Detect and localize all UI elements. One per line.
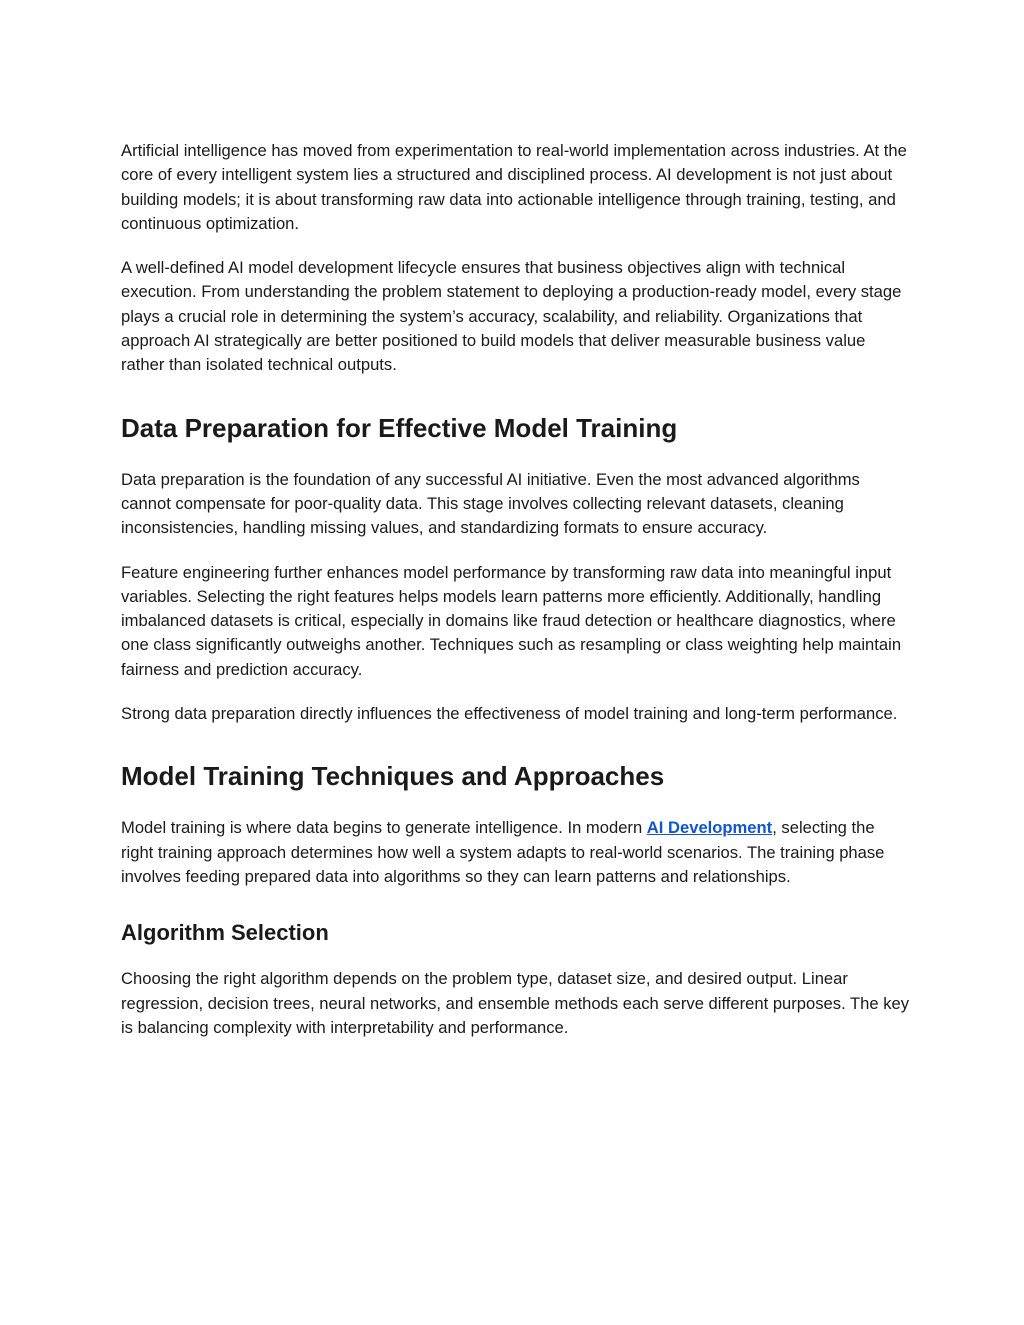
data-prep-paragraph-1: Data preparation is the foundation of any successful AI initiative. Even the most advanced algorithms cannot compensate for poor-quality data. This stage involves collecting relevant datasets, cleaning inconsistencies, handling missing values, and standardizing formats to ensure accuracy. [121,469,860,538]
training-text-after-link: , selecting the right training approach determines how well a system adapts to real-world scenarios. The training phase involves feeding prepared data into algorithms so they can learn patterns and relationships. [121,818,885,886]
intro-paragraph-1: Artificial intelligence has moved from experimentation to real-world implementation across industries. At the core of every intelligent system lies a structured and disciplined process. AI development is not just about building models; it is about transforming raw data into actionable intelligence through training, testing, and continuous optimization. [121,141,907,233]
ai-development-link[interactable]: AI Development [646,818,773,838]
data-prep-paragraph-2: Feature engineering further enhances model performance by transforming raw data into meaningful input variables. Selecting the right features helps models learn patterns more efficiently. Additionally, handling imbalanced datasets is critical, especially in domains like fraud detection or healthcare diagnostics, where one class significantly outweighs another. Techniques such as resampling or class weighting help maintain fairness and prediction accuracy. [121,562,902,679]
heading-data-preparation: Data Preparation for Effective Model Training [121,412,678,443]
training-paragraph-1 [121,816,911,889]
heading-model-training: Model Training Techniques and Approaches [121,761,665,792]
intro-paragraph-2: A well-defined AI model development lifecycle ensures that business objectives align with technical execution. From understanding the problem statement to deploying a production-ready model, every stage plays a crucial role in determining the system’s accuracy, scalability, and reliability. Organizations that approach AI strategically are better positioned to build models that deliver measurable business value rather than isolated technical outputs. [121,258,902,375]
algorithm-paragraph-1: Choosing the right algorithm depends on the problem type, dataset size, and desired output. Linear regression, decision trees, neural networks, and ensemble methods each serve different purposes. The key is balancing complexity with interpretability and performance. [121,969,910,1037]
heading-algorithm-selection: Algorithm Selection [121,920,329,946]
document-page [121,139,911,1060]
training-text-before-link: Model training is where data begins to generate intelligence. In modern [121,818,647,838]
data-prep-paragraph-3: Strong data preparation directly influences the effectiveness of model training and long-term performance. [121,704,898,724]
